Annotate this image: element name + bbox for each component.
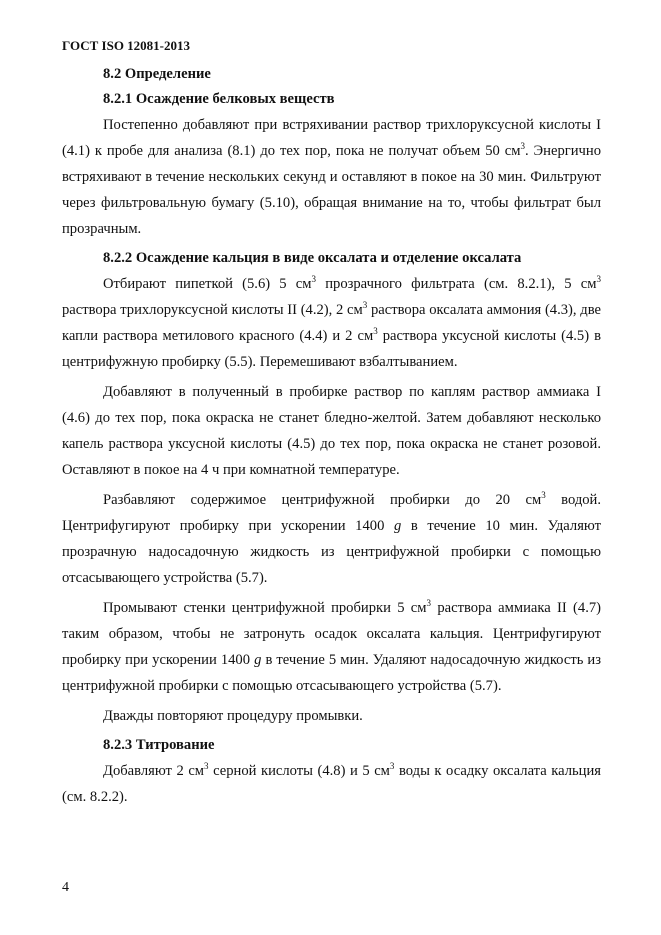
paragraph-8-2-2-2: Добавляют в полученный в пробирке раствор по каплям раствор аммиака I (4.6) до тех пор, пока окраска не станет бледно-желтой. Затем добавляют несколько капель раствора уксусной кислоты (4.5) до тех пор, пока окраска не станет розовой. Оставляют в покое на 4 ч при комнатной температуре. [62, 384, 601, 478]
paragraph-8-2-2-5: Дважды повторяют процедуру промывки. [103, 708, 363, 724]
section-title-8-2: 8.2 Определение [103, 66, 211, 82]
page-number: 4 [62, 880, 69, 895]
section-title-8-2-2: 8.2.2 Осаждение кальция в виде оксалата и отделение оксалата [103, 250, 522, 266]
paragraph-8-2-2-4: Промывают стенки центрифужной пробирки 5 $см^3$ раствора аммиака II (4.7) таким образом, чтобы не затронуть осадок оксалата кальция. Центрифугируют пробирку при ускорении 1400 g в течение 5 мин. Удаляют надосадочную жидкость из центрифужной пробирки с помощью отсасывающего устройства (5.7). [62, 598, 601, 694]
doc-header: ГОСТ ISO 12081-2013 [62, 38, 191, 53]
section-title-8-2-1: 8.2.1 Осаждение белковых веществ [103, 91, 335, 107]
section-title-8-2-3: 8.2.3 Титрование [103, 737, 215, 753]
paragraph-8-2-1-1: Постепенно добавляют при встряхивании раствор трихлоруксусной кислоты I (4.1) к пробе для анализа (8.1) до тех пор, пока не получат объем 50 $см^3$. Энергично встряхивают в течение нескольких секунд и оставляют в покое на 30 мин. Фильтруют через фильтровальную бумагу (5.10), обращая внимание на то, чтобы фильтрат был прозрачным. [62, 117, 602, 237]
paragraph-8-2-2-1: Отбирают пипеткой (5.6) 5 $см^3$ прозрачного фильтрата (см. 8.2.1), 5 $см^3$ раствора трихлоруксусной кислоты II (4.2), 2 $см^3$ раствора оксалата аммония (4.3), две капли раствора метилового красного (4.4) и 2 $см^3$ раствора уксусной кислоты (4.5) в центрифужную пробирку (5.5). Перемешивают взбалтыванием. [62, 274, 601, 370]
paragraph-8-2-2-3: Разбавляют содержимое центрифужной пробирки до 20 $см^3$ водой. Центрифугируют пробирку при ускорении 1400 g в течение 10 мин. Удаляют прозрачную надосадочную жидкость из центрифужной пробирки с помощью отсасывающего устройства (5.7). [62, 490, 602, 586]
content [62, 62, 601, 814]
paragraph-8-2-3-1: Добавляют 2 $см^3$ серной кислоты (4.8) и 5 $см^3$ воды к осадку оксалата кальция (см. 8.2.2). [62, 761, 601, 805]
